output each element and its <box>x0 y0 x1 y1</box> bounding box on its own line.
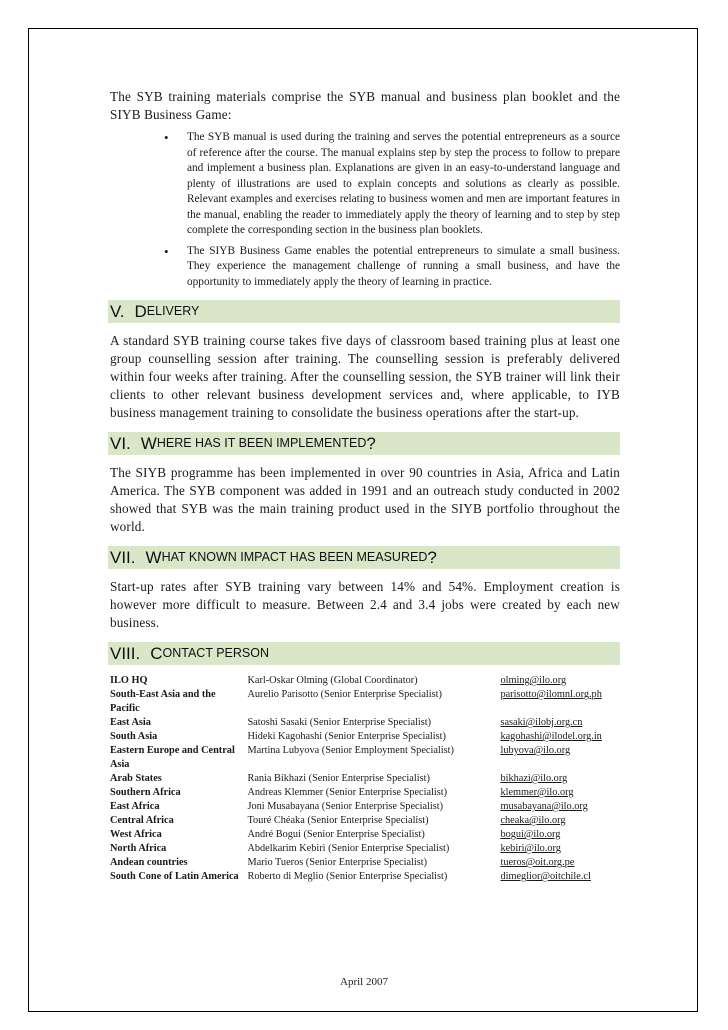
contact-email-link[interactable]: cheaka@ilo.org <box>500 815 566 826</box>
table-row <box>110 800 620 814</box>
contact-name: Rania Bikhazi (Senior Enterprise Specialist) <box>247 773 430 784</box>
contact-region: South-East Asia and the Pacific <box>110 689 216 714</box>
section-title-rest: HERE HAS IT BEEN IMPLEMENTED <box>156 436 367 450</box>
contact-name: Touré Chéaka (Senior Enterprise Specialist) <box>247 815 429 826</box>
contact-email-link[interactable]: lubyova@ilo.org <box>500 745 571 756</box>
section-number: VI. <box>110 434 131 453</box>
table-row <box>110 828 620 842</box>
contact-region: Central Africa <box>110 815 174 826</box>
contact-region: East Africa <box>110 801 160 812</box>
section-body-impact: Start-up rates after SYB training vary between 14% and 54%. Employment creation is however more difficult to measure. Between 2.4 and 3.4 jobs were created by each new business. <box>110 579 620 630</box>
contact-email-link[interactable]: olming@ilo.org <box>500 675 567 686</box>
section-title-initial: W <box>145 548 162 567</box>
contact-name: Joni Musabayana (Senior Enterprise Specialist) <box>247 801 444 812</box>
contact-email-link[interactable]: bogui@ilo.org <box>500 829 561 840</box>
contact-name: Abdelkarim Kebiri (Senior Enterprise Specialist) <box>247 843 450 854</box>
section-heading-contact <box>108 642 620 665</box>
list-item <box>110 244 620 291</box>
contact-name: Martina Lubyova (Senior Employment Specialist) <box>247 745 454 756</box>
contact-name: Karl-Oskar Olming (Global Coordinator) <box>247 675 418 686</box>
section-title-initial: C <box>150 644 163 663</box>
contact-name: Hideki Kagohashi (Senior Enterprise Specialist) <box>247 731 446 742</box>
table-row <box>110 870 620 884</box>
table-row <box>110 730 620 744</box>
contact-region: Southern Africa <box>110 787 181 798</box>
contact-email-link[interactable]: kebiri@ilo.org <box>500 843 561 854</box>
table-row <box>110 688 620 716</box>
materials-list <box>110 130 620 290</box>
section-heading-impact <box>108 546 620 569</box>
section-title-end: ? <box>366 434 376 453</box>
list-item-text: The SYB manual is used during the training and serves the potential entrepreneurs as a source of reference after the course. The manual explains step by step the process to follow to prepare and implement a business plan. Explanations are given in an easy-to-understand language and plenty of illustrations are used to explain concepts and solutions as clearly as possible. Relevant examples and exercises relating to business women and men are important features in the manual, enabling the reader to immediately apply the theory of learning and to step by step complete the corresponding section in the business plan booklets. <box>187 131 620 236</box>
contact-email-link[interactable]: dimeglior@oitchile.cl <box>500 871 591 882</box>
section-title-end: ? <box>427 548 437 567</box>
document-body <box>110 88 620 884</box>
contact-region: North Africa <box>110 843 167 854</box>
contact-region: Arab States <box>110 773 162 784</box>
table-row <box>110 856 620 870</box>
list-item-text: The SIYB Business Game enables the potential entrepreneurs to simulate a small business. They experience the management challenge of running a small business, and have the opportunity to immediately apply the theory of learning in practice. <box>187 244 620 288</box>
bullet-icon: • <box>164 130 169 145</box>
contact-region: East Asia <box>110 717 151 728</box>
page-footer-date: April 2007 <box>340 976 388 988</box>
table-row <box>110 842 620 856</box>
table-row <box>110 716 620 730</box>
contact-email-link[interactable]: kagohashi@ilodel.org.in <box>500 731 602 742</box>
contact-email-link[interactable]: tueros@oit.org.pe <box>500 857 575 868</box>
contact-email-link[interactable]: klemmer@ilo.org <box>500 787 574 798</box>
section-title-initial: D <box>134 302 147 321</box>
contact-region: ILO HQ <box>110 675 148 686</box>
contact-region: West Africa <box>110 829 162 840</box>
section-body-delivery: A standard SYB training course takes five days of classroom based training plus at least one group counselling session after training. The counselling session is preferably delivered within four weeks after training. After the counselling session, the SYB trainer will link their clients to other relevant business development services and, where applicable, to IYB business management training to consolidate the business operations after the start-up. <box>110 333 620 420</box>
contact-name: Andreas Klemmer (Senior Enterprise Specialist) <box>247 787 448 798</box>
section-number: VII. <box>110 548 136 567</box>
section-number: VIII. <box>110 644 141 663</box>
contact-region: Andean countries <box>110 857 188 868</box>
contact-email-link[interactable]: musabayana@ilo.org <box>500 801 588 812</box>
contact-email-link[interactable]: parisotto@ilomnl.org.ph <box>500 689 602 700</box>
contact-name: André Bogui (Senior Enterprise Specialist) <box>247 829 425 840</box>
contact-region: Eastern Europe and Central Asia <box>110 745 235 770</box>
list-item <box>110 130 620 239</box>
contact-name: Satoshi Sasaki (Senior Enterprise Specialist) <box>247 717 432 728</box>
table-row <box>110 814 620 828</box>
section-number: V. <box>110 302 125 321</box>
intro-paragraph: The SYB training materials comprise the SYB manual and business plan booklet and the SIYB Business Game: <box>110 89 620 122</box>
section-heading-delivery <box>108 300 620 323</box>
section-title-rest: ONTACT PERSON <box>162 646 270 660</box>
table-row <box>110 786 620 800</box>
contact-region: South Asia <box>110 731 158 742</box>
table-row <box>110 744 620 772</box>
section-title-initial: W <box>140 434 157 453</box>
contact-name: Aurelio Parisotto (Senior Enterprise Specialist) <box>247 689 442 700</box>
section-title-rest: HAT KNOWN IMPACT HAS BEEN MEASURED <box>161 550 428 564</box>
contact-region: South Cone of Latin America <box>110 871 239 882</box>
section-body-implemented: The SIYB programme has been implemented in over 90 countries in Asia, Africa and Latin America. The SYB component was added in 1991 and an outreach study conducted in 2002 showed that SYB was the main training product used in the SIYB portfolio throughout the world. <box>110 465 620 534</box>
section-title-rest: ELIVERY <box>146 304 200 318</box>
contact-name: Mario Tueros (Senior Enterprise Specialist) <box>247 857 428 868</box>
contact-email-link[interactable]: sasaki@ilobj.org.cn <box>500 717 583 728</box>
contact-email-link[interactable]: bikhazi@ilo.org <box>500 773 568 784</box>
bullet-icon: • <box>164 243 169 259</box>
table-row <box>110 772 620 786</box>
section-heading-implemented <box>108 432 620 455</box>
contact-name: Roberto di Meglio (Senior Enterprise Specialist) <box>247 871 448 882</box>
table-row <box>110 674 620 688</box>
contact-table <box>110 674 620 884</box>
